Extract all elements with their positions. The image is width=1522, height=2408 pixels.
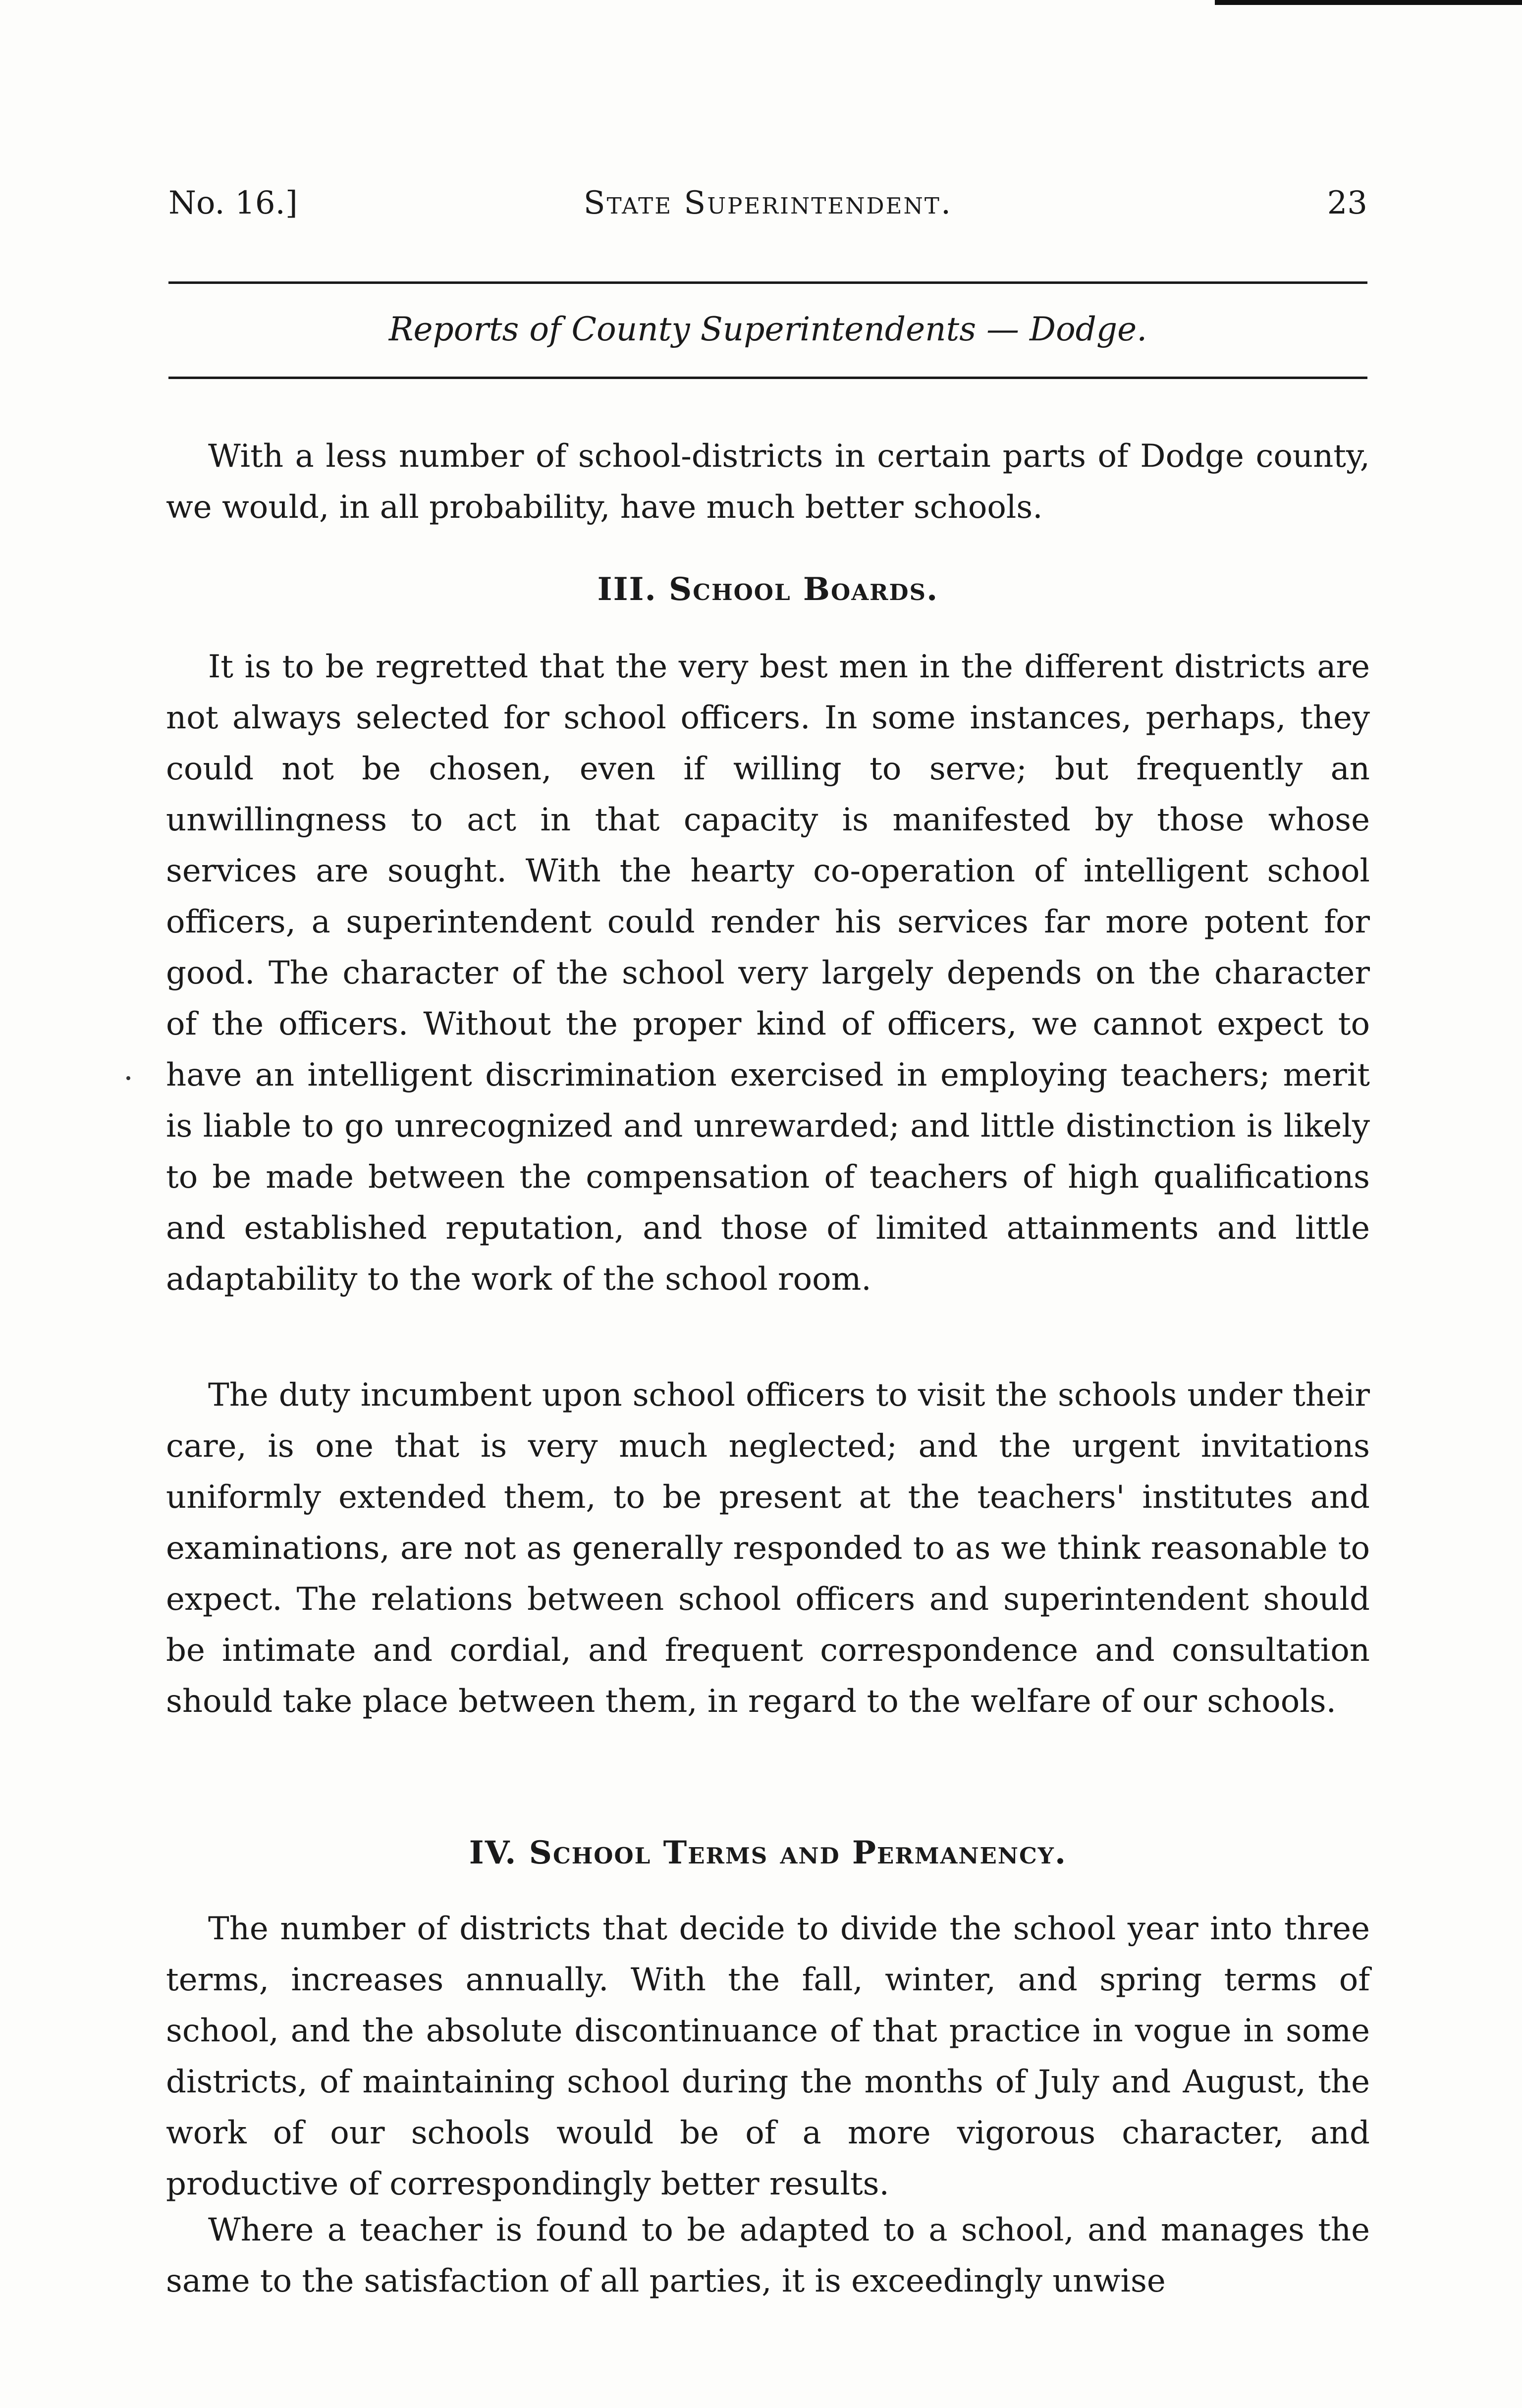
paragraph-officer-duties: The duty incumbent upon school officers to visit the schools under their care, is one that is very much neglected; and the urgent invitations uniformly extended them, to be present at the teachers' institutes and examinations, are not as generally responded to as we think reasonable to expect. The relations between school officers and superintendent should be intimate and cordial, and frequent correspondence and consultation should take place between them, in regard to the welfare of our schools.	[166, 1377, 1370, 1720]
paragraph-school-officers: It is to be regretted that the very best men in the different districts are not always selected for school officers. In some instances, perhaps, they could not be chosen, even if willing to serve; but frequently an unwillingness to act in that capacity is manifested by those whose services are sought. With the hearty co-operation of intelligent school officers, a superintendent could render his services far more potent for good. The character of the school very largely depends on the character of the officers. Without the proper kind of officers, we cannot expect to have an intelligent discrimination exercised in employing teachers; merit is liable to go unrecognized and unrewarded; and little distinction is likely to be made between the compensation of teachers of high qualifications and established reputation, and those of limited attainments and little adaptability to the work of the school room.	[166, 649, 1370, 1298]
heading-school-terms: IV. School Terms and Permanency.	[469, 1834, 1067, 1871]
margin-mark	[126, 1076, 130, 1080]
scan-edge-mark	[1215, 0, 1522, 5]
header-rule-top	[168, 281, 1367, 284]
heading-school-boards: III. School Boards.	[597, 571, 939, 608]
page-number: 23	[1327, 185, 1367, 221]
section-title: Reports of County Superintendents — Dodge.	[388, 310, 1147, 348]
running-title: State Superintendent.	[583, 185, 953, 221]
document-number: No. 16.]	[168, 185, 298, 221]
paragraph-districts: With a less number of school-districts in certain parts of Dodge county, we would, in all probability, have much better schools.	[166, 438, 1370, 526]
paragraph-three-terms: The number of districts that decide to divide the school year into three terms, increases annually. With the fall, winter, and spring terms of school, and the absolute discontinuance of that practice in vogue in some districts, of maintaining school during the months of July and August, the work of our schools would be of a more vigorous character, and productive of correspondingly better results.	[166, 1911, 1370, 2202]
running-head	[168, 176, 1367, 230]
header-rule-bottom	[168, 377, 1367, 379]
paragraph-teacher-retention: Where a teacher is found to be adapted to a school, and manages the same to the satisfaction of all parties, it is exceedingly unwise	[166, 2212, 1370, 2299]
